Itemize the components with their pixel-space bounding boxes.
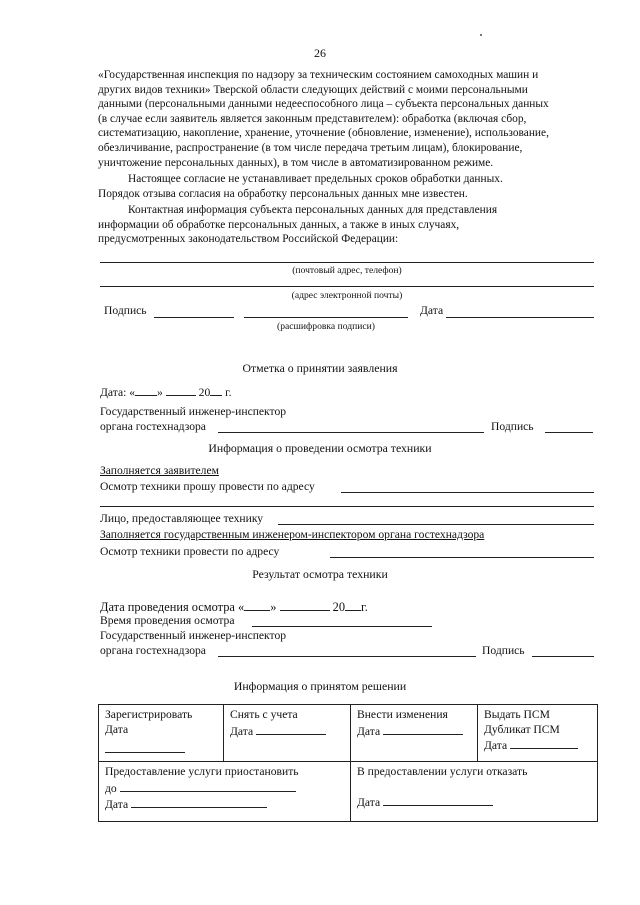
decision-heading: Информация о принятом решении	[233, 679, 407, 693]
year-blank[interactable]	[345, 599, 361, 611]
register-date-label: Дата	[105, 722, 129, 736]
consent-paragraph-2	[98, 172, 598, 201]
remove-label: Снять с учета	[230, 708, 298, 721]
month-blank[interactable]	[280, 599, 330, 611]
acceptance-heading: Отметка о принятии заявления	[242, 361, 398, 375]
inspector-title: Государственный инженер-инспектор	[100, 629, 287, 642]
conduct-address-label: Осмотр техники провести по адресу	[100, 545, 280, 558]
inspector-organ: органа гостехнадзора	[100, 420, 206, 433]
consent-paragraph-3	[98, 203, 598, 247]
decoding-caption: (расшифровка подписи)	[277, 321, 375, 332]
decision-table	[98, 704, 598, 822]
inspector-name-line[interactable]	[218, 656, 476, 657]
presenter-line[interactable]	[278, 524, 594, 525]
date-prefix: Дата: «	[100, 386, 136, 399]
date-label: Дата	[420, 304, 444, 317]
inspector-signature-line[interactable]	[545, 432, 593, 433]
changes-date-line[interactable]	[383, 723, 463, 735]
suspend-label: Предоставление услуги приостановить	[105, 765, 299, 778]
inspector-fills-label: Заполняется государственным инженером-инспектором органа гостехнадзора	[100, 528, 485, 541]
suspend-cell[interactable]	[99, 762, 351, 822]
suspend-date-label: Дата	[105, 798, 129, 812]
page-number: 26	[314, 46, 326, 60]
consent-line: Порядок отзыва согласия на обработку персональных данных мне известен.	[98, 187, 468, 200]
inspector-signature-label: Подпись	[482, 644, 525, 657]
consent-line: информации об обработке персональных данных, а также в иных случаях,	[98, 218, 460, 231]
psm-date-label: Дата	[484, 739, 508, 753]
changes-label: Внести изменения	[357, 708, 448, 721]
refuse-date-line[interactable]	[383, 794, 493, 806]
year-blank[interactable]	[210, 384, 222, 396]
result-date-row	[100, 599, 368, 615]
request-address-label: Осмотр техники прошу провести по адресу	[100, 480, 315, 493]
refuse-date-label: Дата	[357, 796, 381, 810]
consent-line: «Государственная инспекция по надзору за техническим состоянием самоходных машин и	[98, 69, 539, 81]
year-suffix: г.	[225, 386, 232, 399]
year-prefix: 20	[332, 600, 346, 614]
day-blank[interactable]	[135, 384, 157, 396]
remove-cell[interactable]	[224, 705, 351, 762]
time-line[interactable]	[252, 626, 432, 627]
result-heading: Результат осмотра техники	[252, 567, 388, 581]
inspector-name-line[interactable]	[218, 432, 484, 433]
consent-line: данными (персональными данными недееспособного лица – субъекта персональных данных	[98, 98, 549, 111]
consent-line: систематизацию, накопление, хранение, уточнение (обновление, изменение), использование,	[98, 127, 549, 140]
remove-date-label: Дата	[230, 724, 254, 738]
inspector-title: Государственный инженер-инспектор	[100, 405, 287, 418]
applicant-fills-label: Заполняется заявителем	[100, 464, 219, 477]
year-prefix: 20	[198, 386, 211, 399]
signature-decoding-line[interactable]	[244, 317, 408, 318]
request-address-line-2[interactable]	[100, 506, 594, 507]
consent-line: обезличивание, распространение (в том числе передача третьим лицам), блокирование,	[98, 141, 523, 154]
consent-line: Настоящее согласие не устанавливает предельных сроков обработки данных.	[128, 173, 503, 185]
changes-cell[interactable]	[351, 705, 478, 762]
date-mid: »	[157, 386, 163, 399]
request-address-line[interactable]	[341, 492, 594, 493]
consent-line: других видов техники» Тверской области следующих действий с моими персональными	[98, 83, 528, 96]
inspector-signature-line[interactable]	[532, 656, 594, 657]
consent-line: уничтожение персональных данных), в том числе в автоматизированном режиме.	[98, 156, 494, 169]
consent-paragraph-1	[98, 68, 598, 170]
psm-date-line[interactable]	[510, 737, 578, 749]
scan-speck	[480, 34, 482, 36]
register-cell[interactable]	[99, 705, 224, 762]
until-line[interactable]	[120, 780, 296, 792]
email-caption: (адрес электронной почты)	[291, 290, 403, 301]
acceptance-date-row	[100, 384, 232, 399]
postal-address-line[interactable]	[100, 262, 594, 263]
month-blank[interactable]	[166, 384, 196, 396]
consent-line: Контактная информация субъекта персональных данных для представления	[128, 204, 498, 216]
issue-psm-label: Выдать ПСМ	[484, 708, 550, 721]
suspend-date-line[interactable]	[131, 796, 267, 808]
duplicate-psm-label: Дубликат ПСМ	[484, 722, 560, 736]
day-blank[interactable]	[244, 599, 270, 611]
conduct-address-line[interactable]	[330, 557, 594, 558]
inspector-organ: органа гостехнадзора	[100, 644, 206, 657]
date-line[interactable]	[446, 317, 594, 318]
inspector-signature-label: Подпись	[491, 420, 534, 433]
date-prefix: Дата проведения осмотра «	[100, 600, 245, 614]
refuse-label: В предоставлении услуги отказать	[357, 765, 528, 778]
presenter-label: Лицо, предоставляющее технику	[100, 512, 264, 525]
register-label: Зарегистрировать	[105, 708, 193, 721]
date-mid: »	[270, 600, 277, 614]
inspection-heading: Информация о проведении осмотра техники	[208, 441, 432, 455]
signature-label: Подпись	[104, 304, 147, 317]
consent-line: (в случае если заявитель является законным представителем): обработка (включая сбор,	[98, 112, 527, 125]
refuse-cell[interactable]	[351, 762, 598, 822]
consent-line: предусмотренных законодательством Российской Федерации:	[98, 233, 399, 246]
psm-cell[interactable]	[478, 705, 598, 762]
register-date-line[interactable]	[105, 741, 185, 753]
time-label: Время проведения осмотра	[100, 614, 235, 627]
signature-line[interactable]	[154, 317, 234, 318]
email-line[interactable]	[100, 286, 594, 287]
changes-date-label: Дата	[357, 724, 381, 738]
postal-address-caption: (почтовый адрес, телефон)	[292, 265, 402, 276]
year-suffix: г.	[361, 600, 368, 614]
remove-date-line[interactable]	[256, 723, 326, 735]
until-label: до	[105, 781, 117, 795]
